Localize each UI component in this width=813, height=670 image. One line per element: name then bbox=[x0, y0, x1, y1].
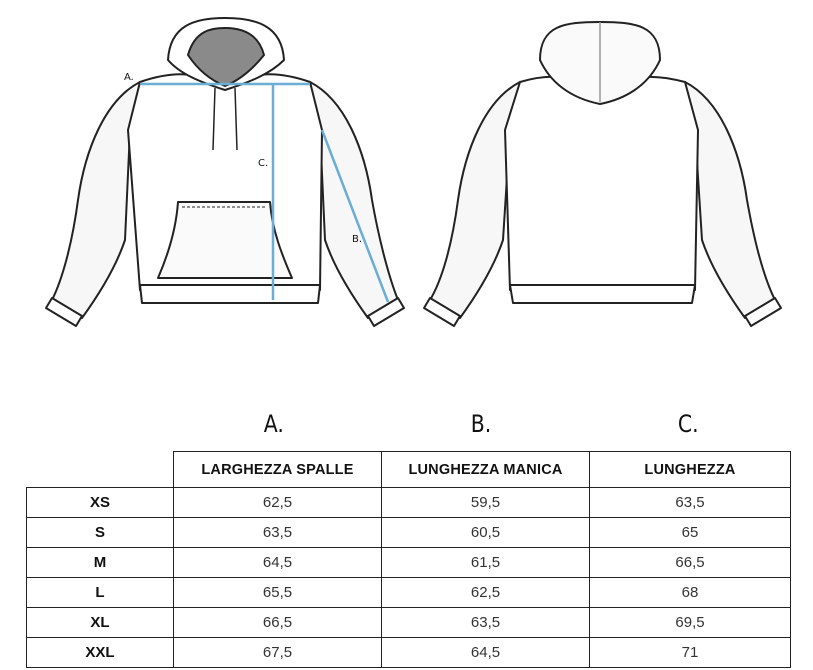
size-label: XS bbox=[27, 488, 174, 518]
value-shoulder: 67,5 bbox=[174, 638, 382, 668]
value-shoulder: 65,5 bbox=[174, 578, 382, 608]
column-letter-c: C. bbox=[677, 410, 699, 438]
table-row bbox=[27, 488, 791, 518]
value-sleeve: 59,5 bbox=[382, 488, 590, 518]
size-label: L bbox=[27, 578, 174, 608]
header-larghezza-spalle: LARGHEZZA SPALLE bbox=[174, 452, 382, 488]
label-b: B. bbox=[352, 234, 363, 245]
value-shoulder: 66,5 bbox=[174, 608, 382, 638]
value-shoulder: 64,5 bbox=[174, 548, 382, 578]
size-label: XL bbox=[27, 608, 174, 638]
value-sleeve: 61,5 bbox=[382, 548, 590, 578]
table-corner bbox=[27, 452, 174, 488]
table-row bbox=[27, 518, 791, 548]
table-header-row bbox=[27, 452, 791, 488]
table-row bbox=[27, 638, 791, 668]
size-label: S bbox=[27, 518, 174, 548]
value-sleeve: 64,5 bbox=[382, 638, 590, 668]
value-length: 71 bbox=[590, 638, 791, 668]
value-sleeve: 63,5 bbox=[382, 608, 590, 638]
label-c: C. bbox=[258, 158, 269, 169]
table-row bbox=[27, 608, 791, 638]
value-length: 68 bbox=[590, 578, 791, 608]
value-sleeve: 60,5 bbox=[382, 518, 590, 548]
size-label: XXL bbox=[27, 638, 174, 668]
size-label: M bbox=[27, 548, 174, 578]
value-shoulder: 62,5 bbox=[174, 488, 382, 518]
value-shoulder: 63,5 bbox=[174, 518, 382, 548]
value-length: 66,5 bbox=[590, 548, 791, 578]
label-a: A. bbox=[124, 72, 134, 83]
value-length: 63,5 bbox=[590, 488, 791, 518]
hoodie-front bbox=[46, 18, 404, 326]
header-lunghezza-manica: LUNGHEZZA MANICA bbox=[382, 452, 590, 488]
column-letter-a: A. bbox=[263, 410, 284, 438]
value-sleeve: 62,5 bbox=[382, 578, 590, 608]
value-length: 69,5 bbox=[590, 608, 791, 638]
column-letter-b: B. bbox=[470, 410, 492, 438]
size-chart-table bbox=[26, 451, 791, 668]
value-length: 65 bbox=[590, 518, 791, 548]
table-row bbox=[27, 578, 791, 608]
table-row bbox=[27, 548, 791, 578]
hoodie-back bbox=[424, 22, 781, 326]
header-lunghezza: LUNGHEZZA bbox=[590, 452, 791, 488]
